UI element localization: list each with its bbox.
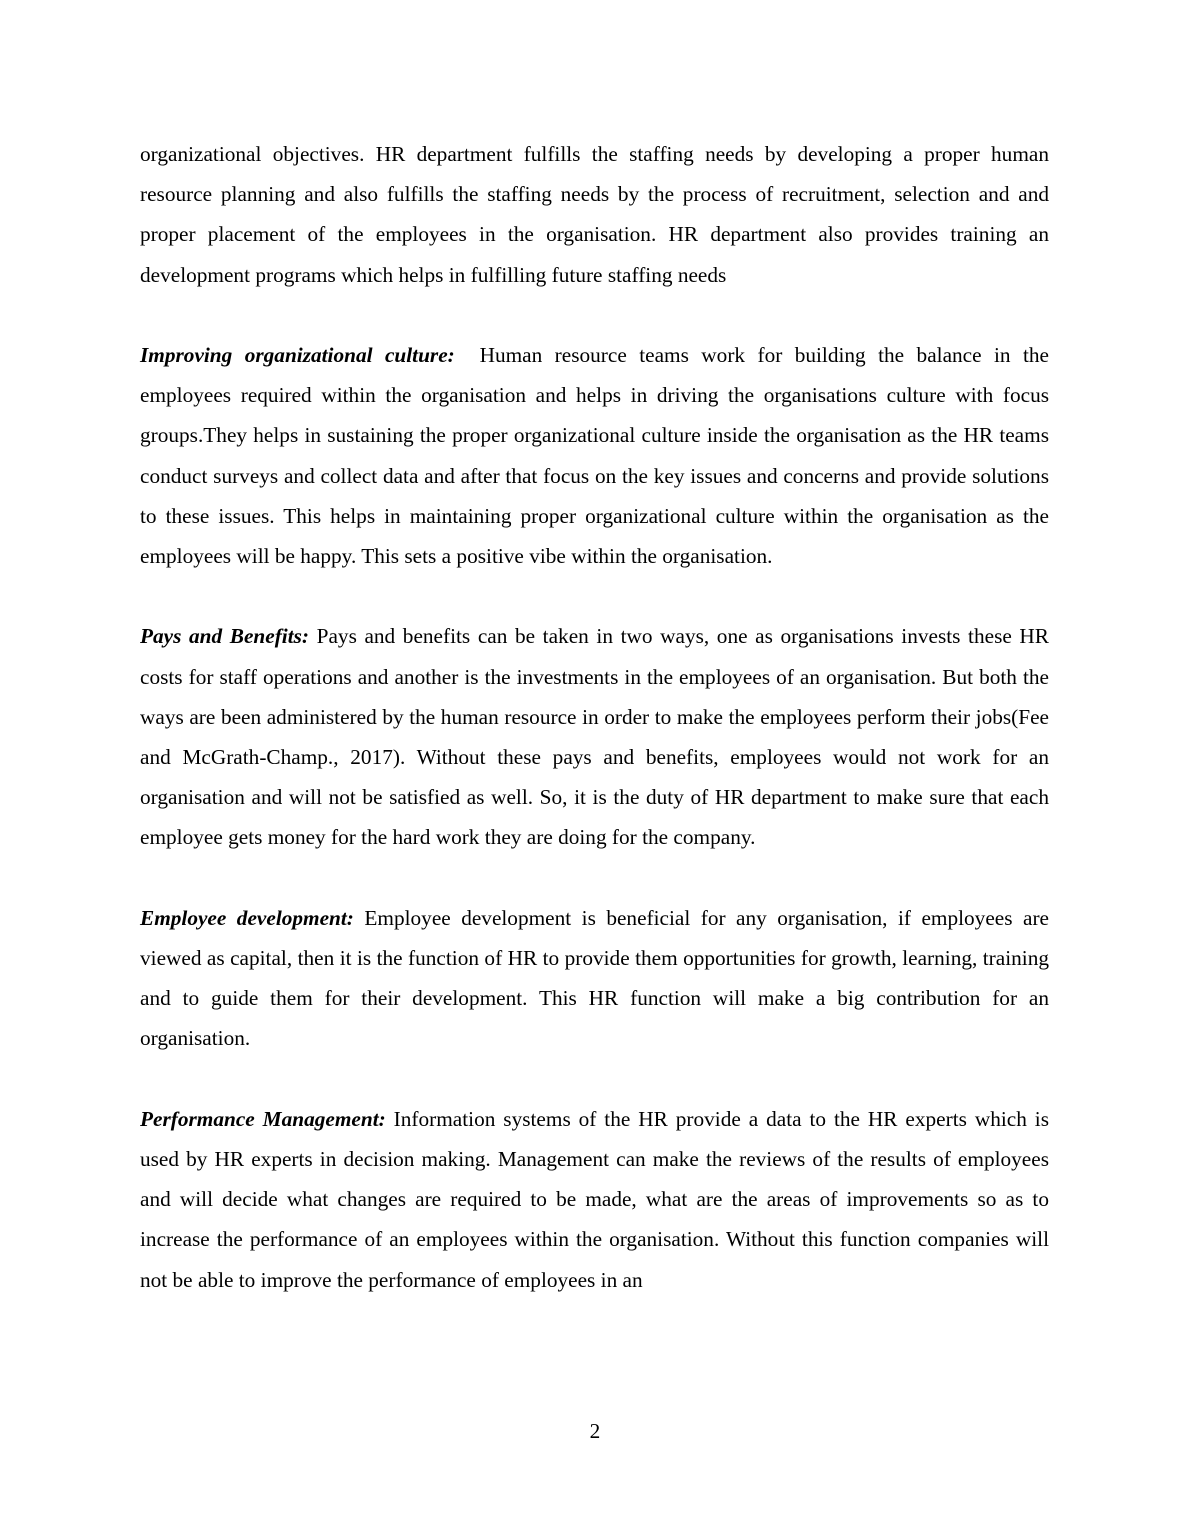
heading-performance-management: Performance Management:	[140, 1106, 386, 1131]
paragraph-organizational-culture-text: Human resource teams work for building the balance in the employees required within the organisation and helps in driving the organisations culture with focus groups.They helps in sustaining the proper organizational culture inside the organisation as the HR teams conduct surveys and collect data and after that focus on the key issues and concerns and provide solutions to these issues. This helps in maintaining proper organizational culture within the organisation as the employees will be happy. This sets a positive vibe within the organisation.	[140, 343, 1055, 569]
paragraph-pays-benefits-text: Pays and benefits can be taken in two ways, one as organisations invests these HR costs for staff operations and another is the investments in the employees of an organisation. But both the ways are been administered by the human resource in order to make the employees perform their jobs(Fee and McGrath-Champ., 2017). Without these pays and benefits, employees would not work for an organisation and will not be satisfied as well. So, it is the duty of HR department to make sure that each employee gets money for the hard work they are doing for the company.	[140, 624, 1049, 850]
paragraph-performance-management	[140, 1099, 1049, 1300]
paragraph-employee-development-text: Employee development is beneficial for any organisation, if employees are viewed as capital, then it is the function of HR to provide them opportunities for growth, learning, training and to guide them for their development. This HR function will make a big contribution for an organisation.	[140, 905, 1049, 1051]
paragraph-employee-development	[140, 898, 1049, 1059]
paragraph-staffing-text: organizational objectives. HR department fulfills the staffing needs by developing a proper human resource planning and also fulfills the staffing needs by the process of recruitment, selection and and proper placement of the employees in the organisation. HR department also provides training an development programs which helps in fulfilling future staffing needs	[140, 142, 1049, 287]
paragraph-performance-management-text: Information systems of the HR provide a data to the HR experts which is used by HR experts in decision making. Management can make the reviews of the results of employees and will decide what changes are required to be made, what are the areas of improvements so as to increase the performance of an employees within the organisation. Without this function companies will not be able to improve the performance of employees in an	[140, 1106, 1049, 1292]
heading-pays-benefits: Pays and Benefits:	[140, 624, 310, 649]
paragraph-pays-benefits	[140, 616, 1049, 857]
heading-organizational-culture: Improving organizational culture:	[140, 343, 455, 367]
paragraph-staffing	[140, 134, 1049, 295]
page-number: 2	[589, 1419, 601, 1443]
paragraph-organizational-culture	[140, 335, 1055, 576]
heading-employee-development: Employee development:	[140, 905, 354, 930]
page-body	[140, 134, 1055, 1300]
